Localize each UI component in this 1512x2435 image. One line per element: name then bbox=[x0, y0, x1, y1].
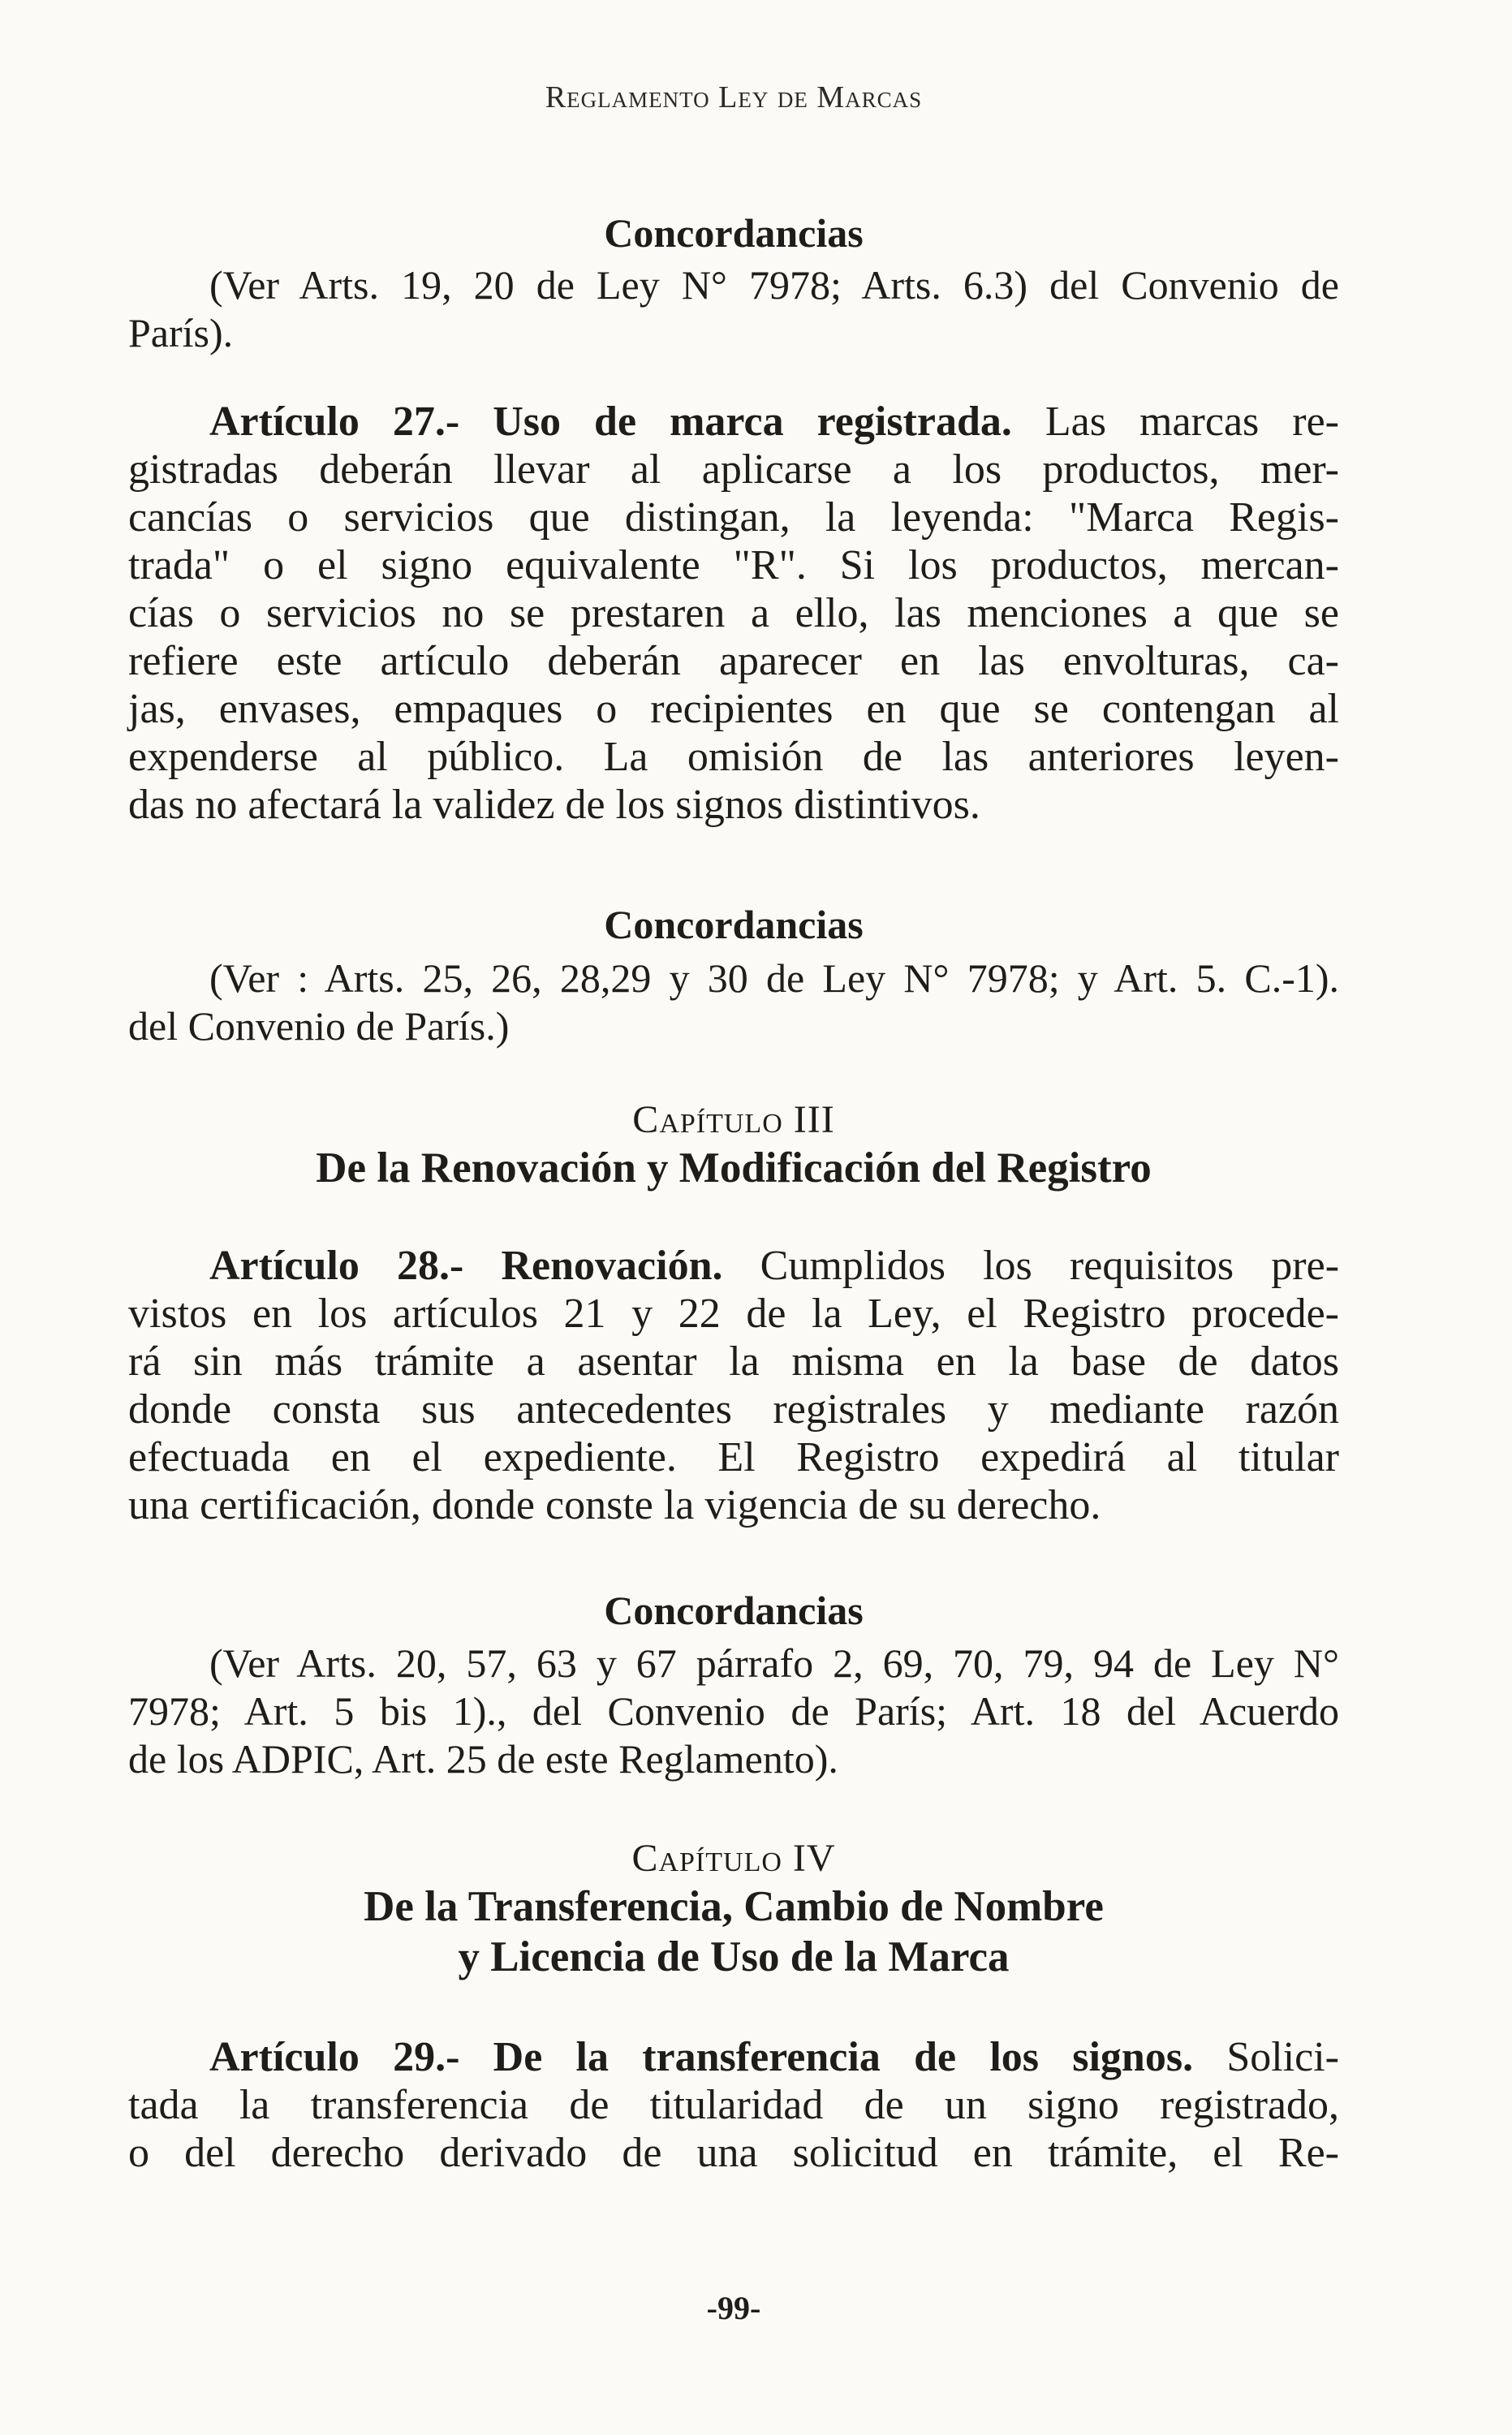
reference-line: 7978; Art. 5 bis 1)., del Convenio de París; Art. 18 del Acuerdo bbox=[128, 1688, 1339, 1734]
article-first-line bbox=[128, 1242, 1339, 1290]
article-first-line bbox=[128, 398, 1339, 446]
article-line: tada la transferencia de titularidad de un signo registrado, bbox=[128, 2082, 1339, 2128]
reference-line: de los ADPIC, Art. 25 de este Reglamento). bbox=[128, 1736, 838, 1782]
concordancias-heading: Concordancias bbox=[604, 210, 864, 256]
article-28 bbox=[128, 1242, 1339, 1529]
concordancias-references bbox=[128, 1640, 1339, 1783]
article-line: das no afectará la validez de los signos distintivos. bbox=[128, 782, 980, 828]
reference-line: del Convenio de París.) bbox=[128, 1003, 510, 1049]
reference-line: (Ver : Arts. 25, 26, 28,29 y 30 de Ley N° 7978; y Art. 5. C.-1). bbox=[209, 955, 1339, 1001]
article-heading: De la transferencia de los signos. bbox=[493, 2034, 1194, 2080]
article-line: o del derecho derivado de una solicitud en trámite, el Re- bbox=[128, 2130, 1339, 2176]
article-line: cancías o servicios que distingan, la leyenda: "Marca Regis- bbox=[128, 494, 1339, 541]
article-line: rá sin más trámite a asentar la misma en la base de datos bbox=[128, 1338, 1339, 1385]
article-number: Artículo 29.- bbox=[209, 2034, 460, 2080]
reference-line: (Ver Arts. 20, 57, 63 y 67 párrafo 2, 69, 70, 79, 94 de Ley N° bbox=[209, 1640, 1339, 1686]
article-line: expenderse al público. La omisión de las anteriores leyen- bbox=[128, 734, 1339, 780]
document-page bbox=[128, 0, 1339, 2435]
chapter-title: De la Renovación y Modificación del Registro bbox=[316, 1144, 1152, 1192]
article-heading: Uso de marca registrada. bbox=[493, 399, 1012, 445]
article-line: jas, envases, empaques o recipientes en que se contengan al bbox=[128, 686, 1339, 732]
article-text: Las marcas re- bbox=[1045, 399, 1339, 445]
chapter-label: Capítulo III bbox=[632, 1098, 835, 1141]
article-text: Solici- bbox=[1226, 2034, 1339, 2080]
article-29 bbox=[128, 2033, 1339, 2177]
article-heading: Renovación. bbox=[501, 1243, 723, 1289]
article-number: Artículo 27.- bbox=[209, 399, 460, 445]
concordancias-heading: Concordancias bbox=[604, 1588, 864, 1633]
concordancias-references bbox=[128, 261, 1339, 357]
article-line: una certificación, donde conste la vigencia de su derecho. bbox=[128, 1482, 1101, 1528]
reference-line: (Ver Arts. 19, 20 de Ley N° 7978; Arts. 6.3) del Convenio de bbox=[209, 262, 1339, 308]
page-number: -99- bbox=[706, 2290, 761, 2326]
article-line: refiere este artículo deberán aparecer en las envolturas, ca- bbox=[128, 638, 1339, 684]
concordancias-references bbox=[128, 955, 1339, 1050]
article-27 bbox=[128, 398, 1339, 829]
article-line: efectuada en el expediente. El Registro expedirá al titular bbox=[128, 1434, 1339, 1480]
article-line: vistos en los artículos 21 y 22 de la Ley, el Registro procede- bbox=[128, 1291, 1339, 1337]
chapter-label: Capítulo IV bbox=[631, 1837, 836, 1880]
article-first-line bbox=[128, 2033, 1339, 2081]
article-line: gistradas deberán llevar al aplicarse a los productos, mer- bbox=[128, 446, 1339, 493]
chapter-title: y Licencia de Uso de la Marca bbox=[458, 1933, 1010, 1980]
concordancias-heading: Concordancias bbox=[604, 902, 864, 947]
chapter-title: De la Transferencia, Cambio de Nombre bbox=[364, 1883, 1104, 1930]
article-line: cías o servicios no se prestaren a ello, las menciones a que se bbox=[128, 590, 1339, 636]
running-header: Reglamento Ley de Marcas bbox=[545, 80, 923, 114]
article-text: Cumplidos los requisitos pre- bbox=[760, 1243, 1340, 1289]
article-line: donde consta sus antecedentes registrales y mediante razón bbox=[128, 1386, 1339, 1433]
reference-line: París). bbox=[128, 310, 234, 356]
article-number: Artículo 28.- bbox=[209, 1243, 464, 1289]
article-line: trada" o el signo equivalente "R". Si los productos, mercan- bbox=[128, 542, 1339, 588]
